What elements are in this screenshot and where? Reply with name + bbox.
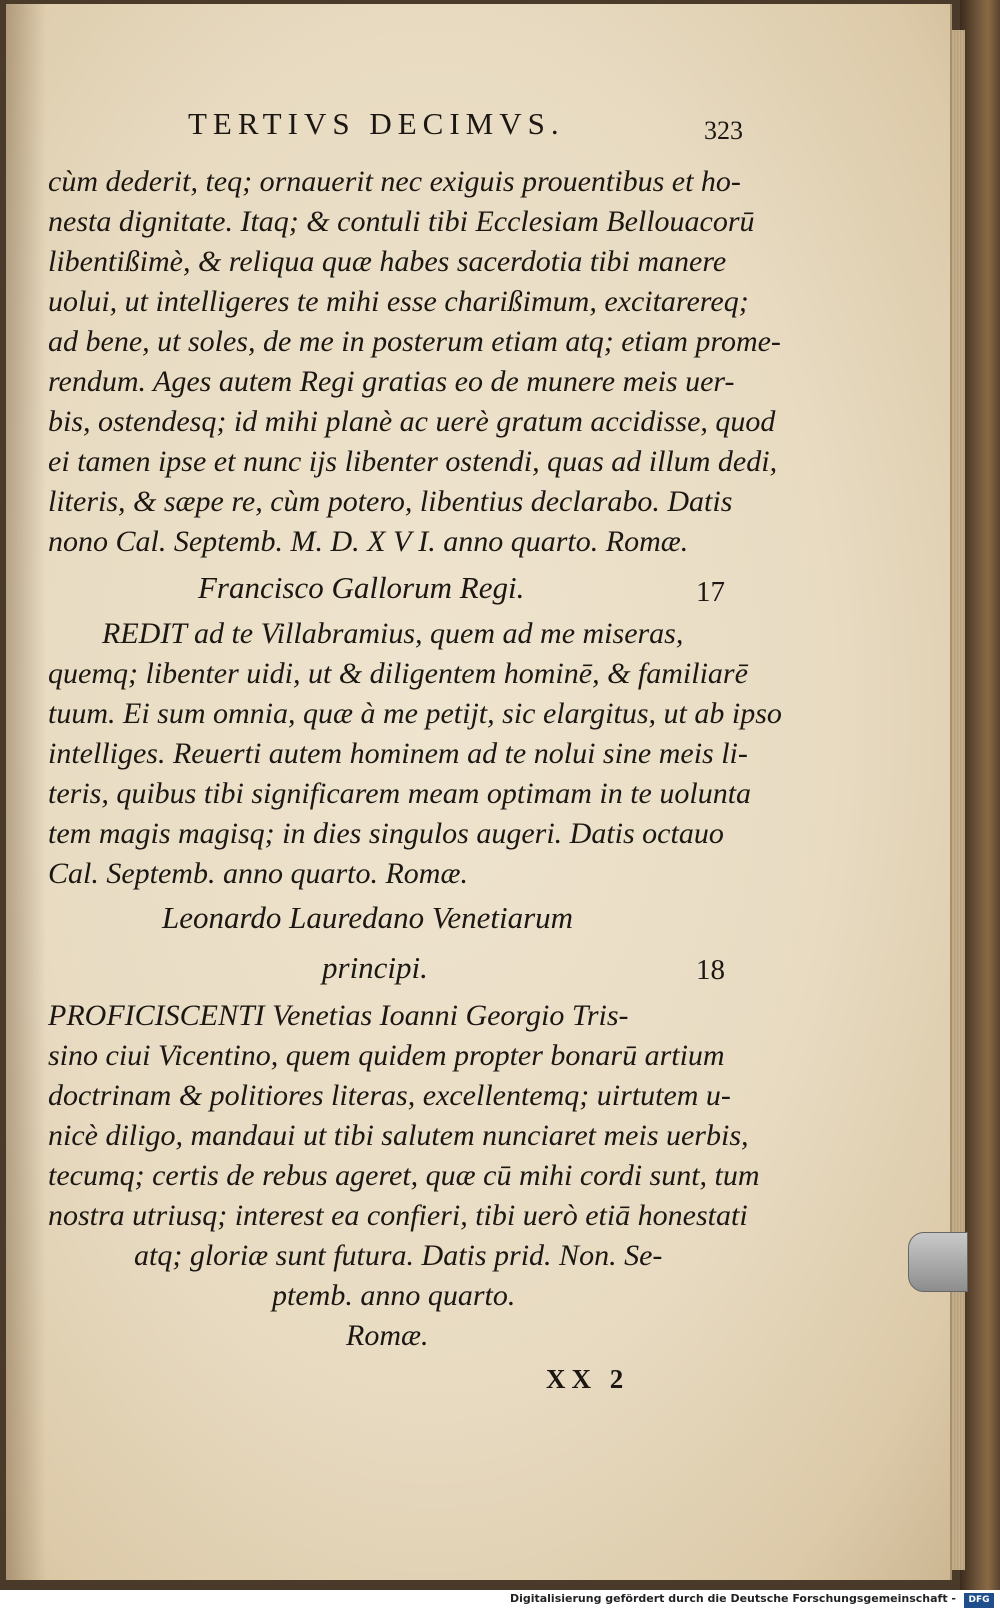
book-page (6, 4, 952, 1580)
text-line: intelliges. Reuerti autem hominem ad te nolui sine meis li- (48, 737, 748, 770)
text-line: cùm dederit, teq; ornauerit nec exiguis prouentibus et ho- (48, 165, 741, 198)
text-line: nono Cal. Septemb. M. D. X V I. anno quarto. Romæ. (48, 525, 689, 558)
text-line: REDIT ad te Villabramius, quem ad me miseras, (102, 617, 684, 650)
text-line: sino ciui Vicentino, quem quidem propter bonarū artium (48, 1039, 725, 1072)
running-head: TERTIVS DECIMVS. (188, 106, 565, 141)
text-line: libentißimè, & reliqua quæ habes sacerdotia tibi manere (48, 245, 727, 278)
letter-heading: Leonardo Lauredano Venetiarum (162, 900, 574, 935)
text-line: nesta dignitate. Itaq; & contuli tibi Ecclesiam Bellouacorū (48, 205, 755, 238)
text-line: nicè diligo, mandaui ut tibi salutem nunciaret meis uerbis, (48, 1119, 749, 1152)
footer-bar (0, 1590, 1000, 1612)
signature-mark: XX 2 (546, 1364, 630, 1394)
text-line: tuum. Ei sum omnia, quæ à me petijt, sic elargitus, ut ab ipso (48, 697, 782, 730)
text-line: PROFICISCENTI Venetias Ioanni Georgio Tris- (48, 999, 629, 1032)
letter-heading: principi. (322, 950, 428, 985)
book-cover-edge (960, 0, 1000, 1590)
text-line: Romæ. (346, 1319, 429, 1352)
text-line: tem magis magisq; in dies singulos augeri. Datis octauo (48, 817, 724, 850)
page-number: 323 (704, 116, 743, 145)
text-line: nostra utriusq; interest ea confieri, tibi uerò etiā honestati (48, 1199, 748, 1232)
text-line: uolui, ut intelligeres te mihi esse charißimum, excitarereq; (48, 285, 749, 318)
text-line: ptemb. anno quarto. (272, 1279, 516, 1312)
text-line: bis, ostendesq; id mihi planè ac uerè gratum accidisse, quod (48, 405, 776, 438)
letter-number: 17 (696, 576, 725, 608)
footer-credit: Digitalisierung gefördert durch die Deutsche Forschungsgemeinschaft - (509, 1592, 956, 1605)
text-line: doctrinam & politiores literas, excellentemq; uirtutem u- (48, 1079, 731, 1112)
bookmark-clip (908, 1232, 968, 1292)
letter-number: 18 (696, 954, 725, 986)
text-line: teris, quibus tibi significarem meam optimam in te uolunta (48, 777, 752, 810)
dfg-logo: DFG (964, 1593, 994, 1608)
letter-heading: Francisco Gallorum Regi. (198, 570, 525, 605)
text-line: ei tamen ipse et nunc ijs libenter ostendi, quas ad illum dedi, (48, 445, 778, 478)
text-line: literis, & sæpe re, cùm potero, libentius declarabo. Datis (48, 485, 733, 518)
gutter-shadow (6, 4, 46, 1580)
text-line: atq; gloriæ sunt futura. Datis prid. Non. Se- (134, 1239, 663, 1272)
text-line: Cal. Septemb. anno quarto. Romæ. (48, 857, 468, 890)
text-line: rendum. Ages autem Regi gratias eo de munere meis uer- (48, 365, 735, 398)
text-line: tecumq; certis de rebus ageret, quæ cū mihi cordi sunt, tum (48, 1159, 760, 1192)
text-line: ad bene, ut soles, de me in posterum etiam atq; etiam prome- (48, 325, 781, 358)
text-line: quemq; libenter uidi, ut & diligentem hominē, & familiarē (48, 657, 748, 690)
